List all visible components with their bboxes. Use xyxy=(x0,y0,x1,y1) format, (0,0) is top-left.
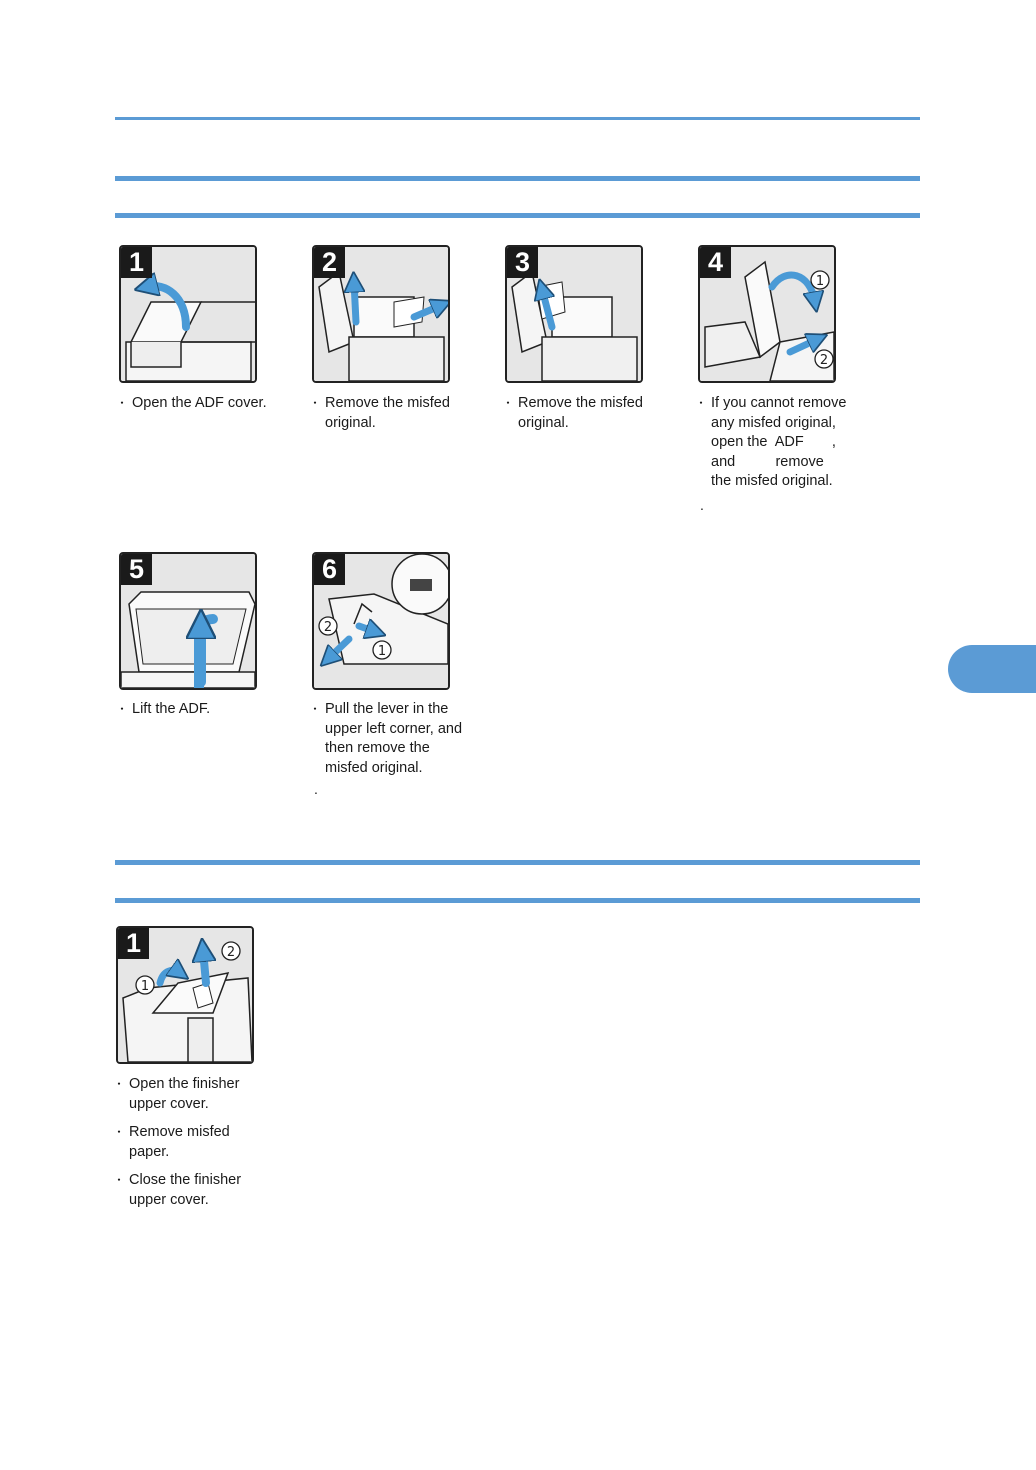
instruction-text: ・ Open the finisher upper cover. xyxy=(118,1075,241,1114)
step-6-caption xyxy=(314,700,462,787)
step-1-caption xyxy=(121,394,267,423)
instruction-text: ・ Close the finisher upper cover. xyxy=(118,1171,241,1210)
finisher-upper-cover-illustration xyxy=(116,926,254,1064)
step-5-caption xyxy=(121,700,210,729)
step-2-caption xyxy=(314,394,450,442)
pull-lever-illustration xyxy=(312,552,450,690)
step-3-caption xyxy=(507,394,643,442)
instruction-text: ・ Remove the misfed original. xyxy=(314,394,450,433)
open-inner-cover-illustration xyxy=(698,245,836,383)
chapter-tab xyxy=(948,645,1036,693)
svg-text:1: 1 xyxy=(140,979,150,994)
instruction-text: ・ Remove misfed paper. xyxy=(118,1123,241,1162)
lift-adf-illustration xyxy=(119,552,257,690)
instruction-text: ・ Open the ADF cover. xyxy=(121,394,267,414)
step-number-badge: 1 xyxy=(118,928,149,959)
step-number-badge: 1 xyxy=(121,247,152,278)
instruction-text: ・ If you cannot remove any misfed original, open the ADF , and remove the misfed original. xyxy=(700,394,846,492)
svg-text:1: 1 xyxy=(815,274,825,289)
instruction-text: ・ Pull the lever in the upper left corner, and then remove the misfed original. xyxy=(314,700,462,778)
step-number-badge: 4 xyxy=(700,247,731,278)
step-number-badge: 2 xyxy=(314,247,345,278)
section-a-rule-bottom xyxy=(115,213,920,218)
svg-text:1: 1 xyxy=(377,644,387,659)
header-rule xyxy=(115,117,920,120)
stray-dot: . xyxy=(700,497,704,513)
svg-text:2: 2 xyxy=(226,945,236,960)
section-b-rule-bottom xyxy=(115,898,920,903)
section-a-rule-top xyxy=(115,176,920,181)
step-number-badge: 3 xyxy=(507,247,538,278)
step-number-badge: 5 xyxy=(121,554,152,585)
step-number-badge: 6 xyxy=(314,554,345,585)
svg-text:2: 2 xyxy=(819,353,829,368)
adf-cover-open-illustration xyxy=(119,245,257,383)
instruction-text: ・ Lift the ADF. xyxy=(121,700,210,720)
stray-dot: . xyxy=(314,781,318,797)
finisher-step-1-caption xyxy=(118,1075,241,1219)
section-b-rule-top xyxy=(115,860,920,865)
svg-text:2: 2 xyxy=(323,620,333,635)
remove-misfed-original-illustration xyxy=(312,245,450,383)
remove-misfed-original-illustration xyxy=(505,245,643,383)
instruction-text: ・ Remove the misfed original. xyxy=(507,394,643,433)
step-4-caption xyxy=(700,394,846,501)
